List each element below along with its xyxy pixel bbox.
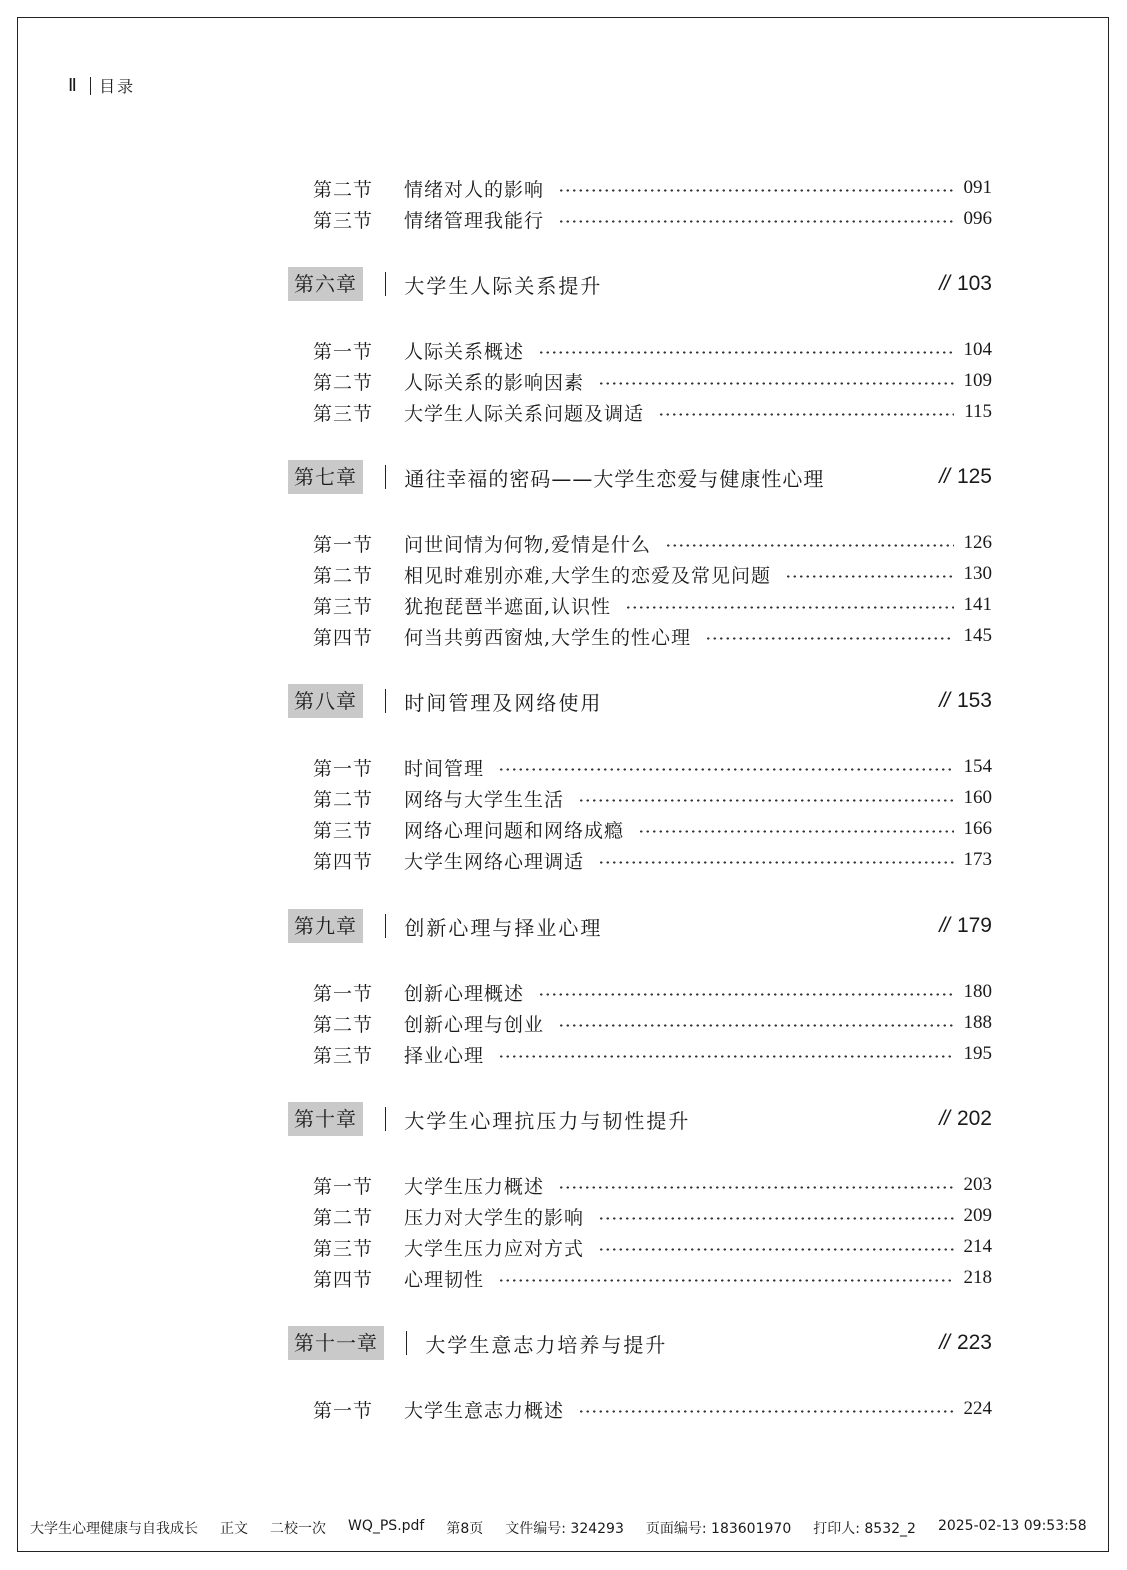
section-title: 心理韧性 <box>404 1268 485 1291</box>
chapter-page: 103 <box>956 272 992 295</box>
section-label: 第二节 <box>313 1013 374 1036</box>
section-title: 创新心理与创业 <box>404 1013 545 1036</box>
toc-section-entry[interactable] <box>313 1171 992 1199</box>
section-label: 第四节 <box>313 850 374 873</box>
chapter-page-ref <box>939 272 992 296</box>
section-page: 209 <box>963 1205 992 1226</box>
section-title: 人际关系概述 <box>404 340 525 363</box>
section-title: 相见时难别亦难,大学生的恋爱及常见问题 <box>404 564 772 587</box>
dot-leader <box>578 1409 953 1414</box>
toc-section-entry[interactable] <box>313 205 992 233</box>
chapter-page: 202 <box>956 1107 992 1130</box>
chapter-page: 179 <box>956 914 992 937</box>
toc-chapter-heading[interactable] <box>288 460 992 494</box>
dot-leader <box>598 1216 953 1221</box>
chapter-title: 大学生人际关系提升 <box>404 273 603 298</box>
dot-leader <box>498 1054 953 1059</box>
dot-leader <box>558 188 953 193</box>
chapter-title: 时间管理及网络使用 <box>404 690 603 715</box>
dot-leader <box>785 574 953 579</box>
section-page: 115 <box>964 401 992 422</box>
toc-section-entry[interactable] <box>313 753 992 781</box>
toc-section-entry[interactable] <box>313 978 992 1006</box>
toc-section-entry[interactable] <box>313 815 992 843</box>
toc-section-entry[interactable] <box>313 1395 992 1423</box>
dot-leader <box>558 1023 953 1028</box>
section-page: 188 <box>963 1012 992 1033</box>
section-title: 创新心理概述 <box>404 982 525 1005</box>
section-page: 160 <box>963 787 992 808</box>
section-page: 126 <box>963 532 992 553</box>
dot-leader <box>598 860 953 865</box>
section-page: 104 <box>963 339 992 360</box>
chapter-page: 125 <box>956 465 992 488</box>
toc-section-entry[interactable] <box>313 846 992 874</box>
page-marker: // <box>939 465 949 488</box>
section-page: 154 <box>963 756 992 777</box>
toc-section-entry[interactable] <box>313 1009 992 1037</box>
dot-leader <box>538 350 953 355</box>
section-title: 人际关系的影响因素 <box>404 371 585 394</box>
section-page: 109 <box>963 370 992 391</box>
toc-chapter-heading[interactable] <box>288 684 992 718</box>
toc-section-entry[interactable] <box>313 174 992 202</box>
chapter-label: 第十章 <box>288 1102 363 1136</box>
page-marker: // <box>939 272 949 295</box>
section-label: 第一节 <box>313 982 374 1005</box>
dot-leader <box>598 381 953 386</box>
section-page: 224 <box>963 1398 992 1419</box>
section-label: 第一节 <box>313 757 374 780</box>
toc-section-entry[interactable] <box>313 784 992 812</box>
section-title: 时间管理 <box>404 757 485 780</box>
chapter-title: 创新心理与择业心理 <box>404 915 603 940</box>
toc-section-entry[interactable] <box>313 1233 992 1261</box>
chapter-divider <box>385 689 386 713</box>
chapter-page-ref <box>939 689 992 713</box>
section-label: 第二节 <box>313 788 374 811</box>
section-page: 195 <box>963 1043 992 1064</box>
section-label: 第三节 <box>313 595 374 618</box>
section-label: 第三节 <box>313 1044 374 1067</box>
page-marker: // <box>939 689 949 712</box>
section-label: 第一节 <box>313 1399 374 1422</box>
section-label: 第三节 <box>313 819 374 842</box>
section-label: 第四节 <box>313 626 374 649</box>
section-title: 问世间情为何物,爱情是什么 <box>404 533 652 556</box>
chapter-label: 第七章 <box>288 460 363 494</box>
dot-leader <box>558 219 953 224</box>
section-title: 情绪管理我能行 <box>404 209 545 232</box>
toc-section-entry[interactable] <box>313 336 992 364</box>
chapter-label: 第六章 <box>288 267 363 301</box>
dot-leader <box>578 798 953 803</box>
running-head-divider <box>90 77 91 95</box>
section-title: 大学生压力应对方式 <box>404 1237 585 1260</box>
page-numeral: Ⅱ <box>68 75 78 95</box>
section-title: 何当共剪西窗烛,大学生的性心理 <box>404 626 692 649</box>
section-title: 大学生网络心理调适 <box>404 850 585 873</box>
toc-section-entry[interactable] <box>313 398 992 426</box>
toc-section-entry[interactable] <box>313 529 992 557</box>
section-title: 犹抱琵琶半遮面,认识性 <box>404 595 612 618</box>
section-title: 大学生压力概述 <box>404 1175 545 1198</box>
running-head-title: 目录 <box>99 77 136 96</box>
chapter-page: 153 <box>956 689 992 712</box>
section-label: 第三节 <box>313 209 374 232</box>
footer-file-number: 文件编号: 324293 <box>505 1521 624 1537</box>
print-slug-footer <box>30 1518 1087 1538</box>
chapter-divider <box>385 465 386 489</box>
chapter-title: 大学生心理抗压力与韧性提升 <box>404 1108 691 1133</box>
section-page: 218 <box>963 1267 992 1288</box>
section-label: 第二节 <box>313 371 374 394</box>
toc-chapter-heading[interactable] <box>288 1102 992 1136</box>
footer-file-name: WQ_PS.pdf <box>348 1518 425 1534</box>
footer-page-number: 页面编号: 183601970 <box>645 1521 792 1537</box>
chapter-page-ref <box>939 1331 992 1355</box>
toc-section-entry[interactable] <box>313 1040 992 1068</box>
section-label: 第四节 <box>313 1268 374 1291</box>
section-title: 大学生意志力概述 <box>404 1399 565 1422</box>
section-label: 第二节 <box>313 564 374 587</box>
chapter-title: 大学生意志力培养与提升 <box>425 1332 668 1357</box>
footer-timestamp: 2025-02-13 09:53:58 <box>937 1518 1087 1534</box>
section-page: 091 <box>963 177 992 198</box>
chapter-label: 第十一章 <box>288 1326 384 1360</box>
section-page: 214 <box>963 1236 992 1257</box>
dot-leader <box>538 992 953 997</box>
chapter-page: 223 <box>956 1331 992 1354</box>
section-page: 096 <box>963 208 992 229</box>
page-marker: // <box>939 1107 949 1130</box>
toc-section-entry[interactable] <box>313 591 992 619</box>
section-label: 第一节 <box>313 340 374 363</box>
section-label: 第三节 <box>313 402 374 425</box>
dot-leader <box>598 1247 953 1252</box>
toc-chapter-heading[interactable] <box>288 267 992 301</box>
section-title: 情绪对人的影响 <box>404 178 545 201</box>
chapter-divider <box>406 1331 407 1355</box>
page-marker: // <box>939 1331 949 1354</box>
section-label: 第二节 <box>313 1206 374 1229</box>
section-page: 145 <box>963 625 992 646</box>
section-title: 网络与大学生生活 <box>404 788 565 811</box>
section-page: 173 <box>963 849 992 870</box>
toc-section-entry[interactable] <box>313 560 992 588</box>
dot-leader <box>558 1185 953 1190</box>
toc-chapter-heading[interactable] <box>288 1326 992 1360</box>
section-label: 第一节 <box>313 1175 374 1198</box>
section-title: 择业心理 <box>404 1044 485 1067</box>
dot-leader <box>665 543 953 548</box>
chapter-label: 第九章 <box>288 909 363 943</box>
chapter-divider <box>385 914 386 938</box>
section-page: 130 <box>963 563 992 584</box>
section-label: 第三节 <box>313 1237 374 1260</box>
chapter-divider <box>385 1107 386 1131</box>
toc-section-entry[interactable] <box>313 1202 992 1230</box>
chapter-divider <box>385 272 386 296</box>
dot-leader <box>625 605 953 610</box>
chapter-label: 第八章 <box>288 684 363 718</box>
footer-section: 正文 <box>220 1521 248 1537</box>
toc-section-entry[interactable] <box>313 622 992 650</box>
footer-book-title: 大学生心理健康与自我成长 <box>30 1521 198 1537</box>
footer-sheet: 第8页 <box>446 1521 484 1537</box>
dot-leader <box>658 412 954 417</box>
section-page: 203 <box>963 1174 992 1195</box>
toc-section-entry[interactable] <box>313 367 992 395</box>
section-title: 压力对大学生的影响 <box>404 1206 585 1229</box>
section-label: 第一节 <box>313 533 374 556</box>
dot-leader <box>705 636 953 641</box>
dot-leader <box>638 829 953 834</box>
section-title: 网络心理问题和网络成瘾 <box>404 819 625 842</box>
dot-leader <box>498 1278 953 1283</box>
dot-leader <box>498 767 953 772</box>
section-title: 大学生人际关系问题及调适 <box>404 402 645 425</box>
footer-printer: 打印人: 8532_2 <box>813 1521 916 1537</box>
running-head <box>68 74 135 97</box>
section-page: 141 <box>963 594 992 615</box>
section-label: 第二节 <box>313 178 374 201</box>
chapter-page-ref <box>939 465 992 489</box>
chapter-page-ref <box>939 1107 992 1131</box>
chapter-title: 通往幸福的密码——大学生恋爱与健康性心理 <box>404 466 825 491</box>
page-marker: // <box>939 914 949 937</box>
section-page: 166 <box>963 818 992 839</box>
toc-chapter-heading[interactable] <box>288 909 992 943</box>
toc-section-entry[interactable] <box>313 1264 992 1292</box>
section-page: 180 <box>963 981 992 1002</box>
footer-proof-stage: 二校一次 <box>270 1521 326 1537</box>
chapter-page-ref <box>939 914 992 938</box>
